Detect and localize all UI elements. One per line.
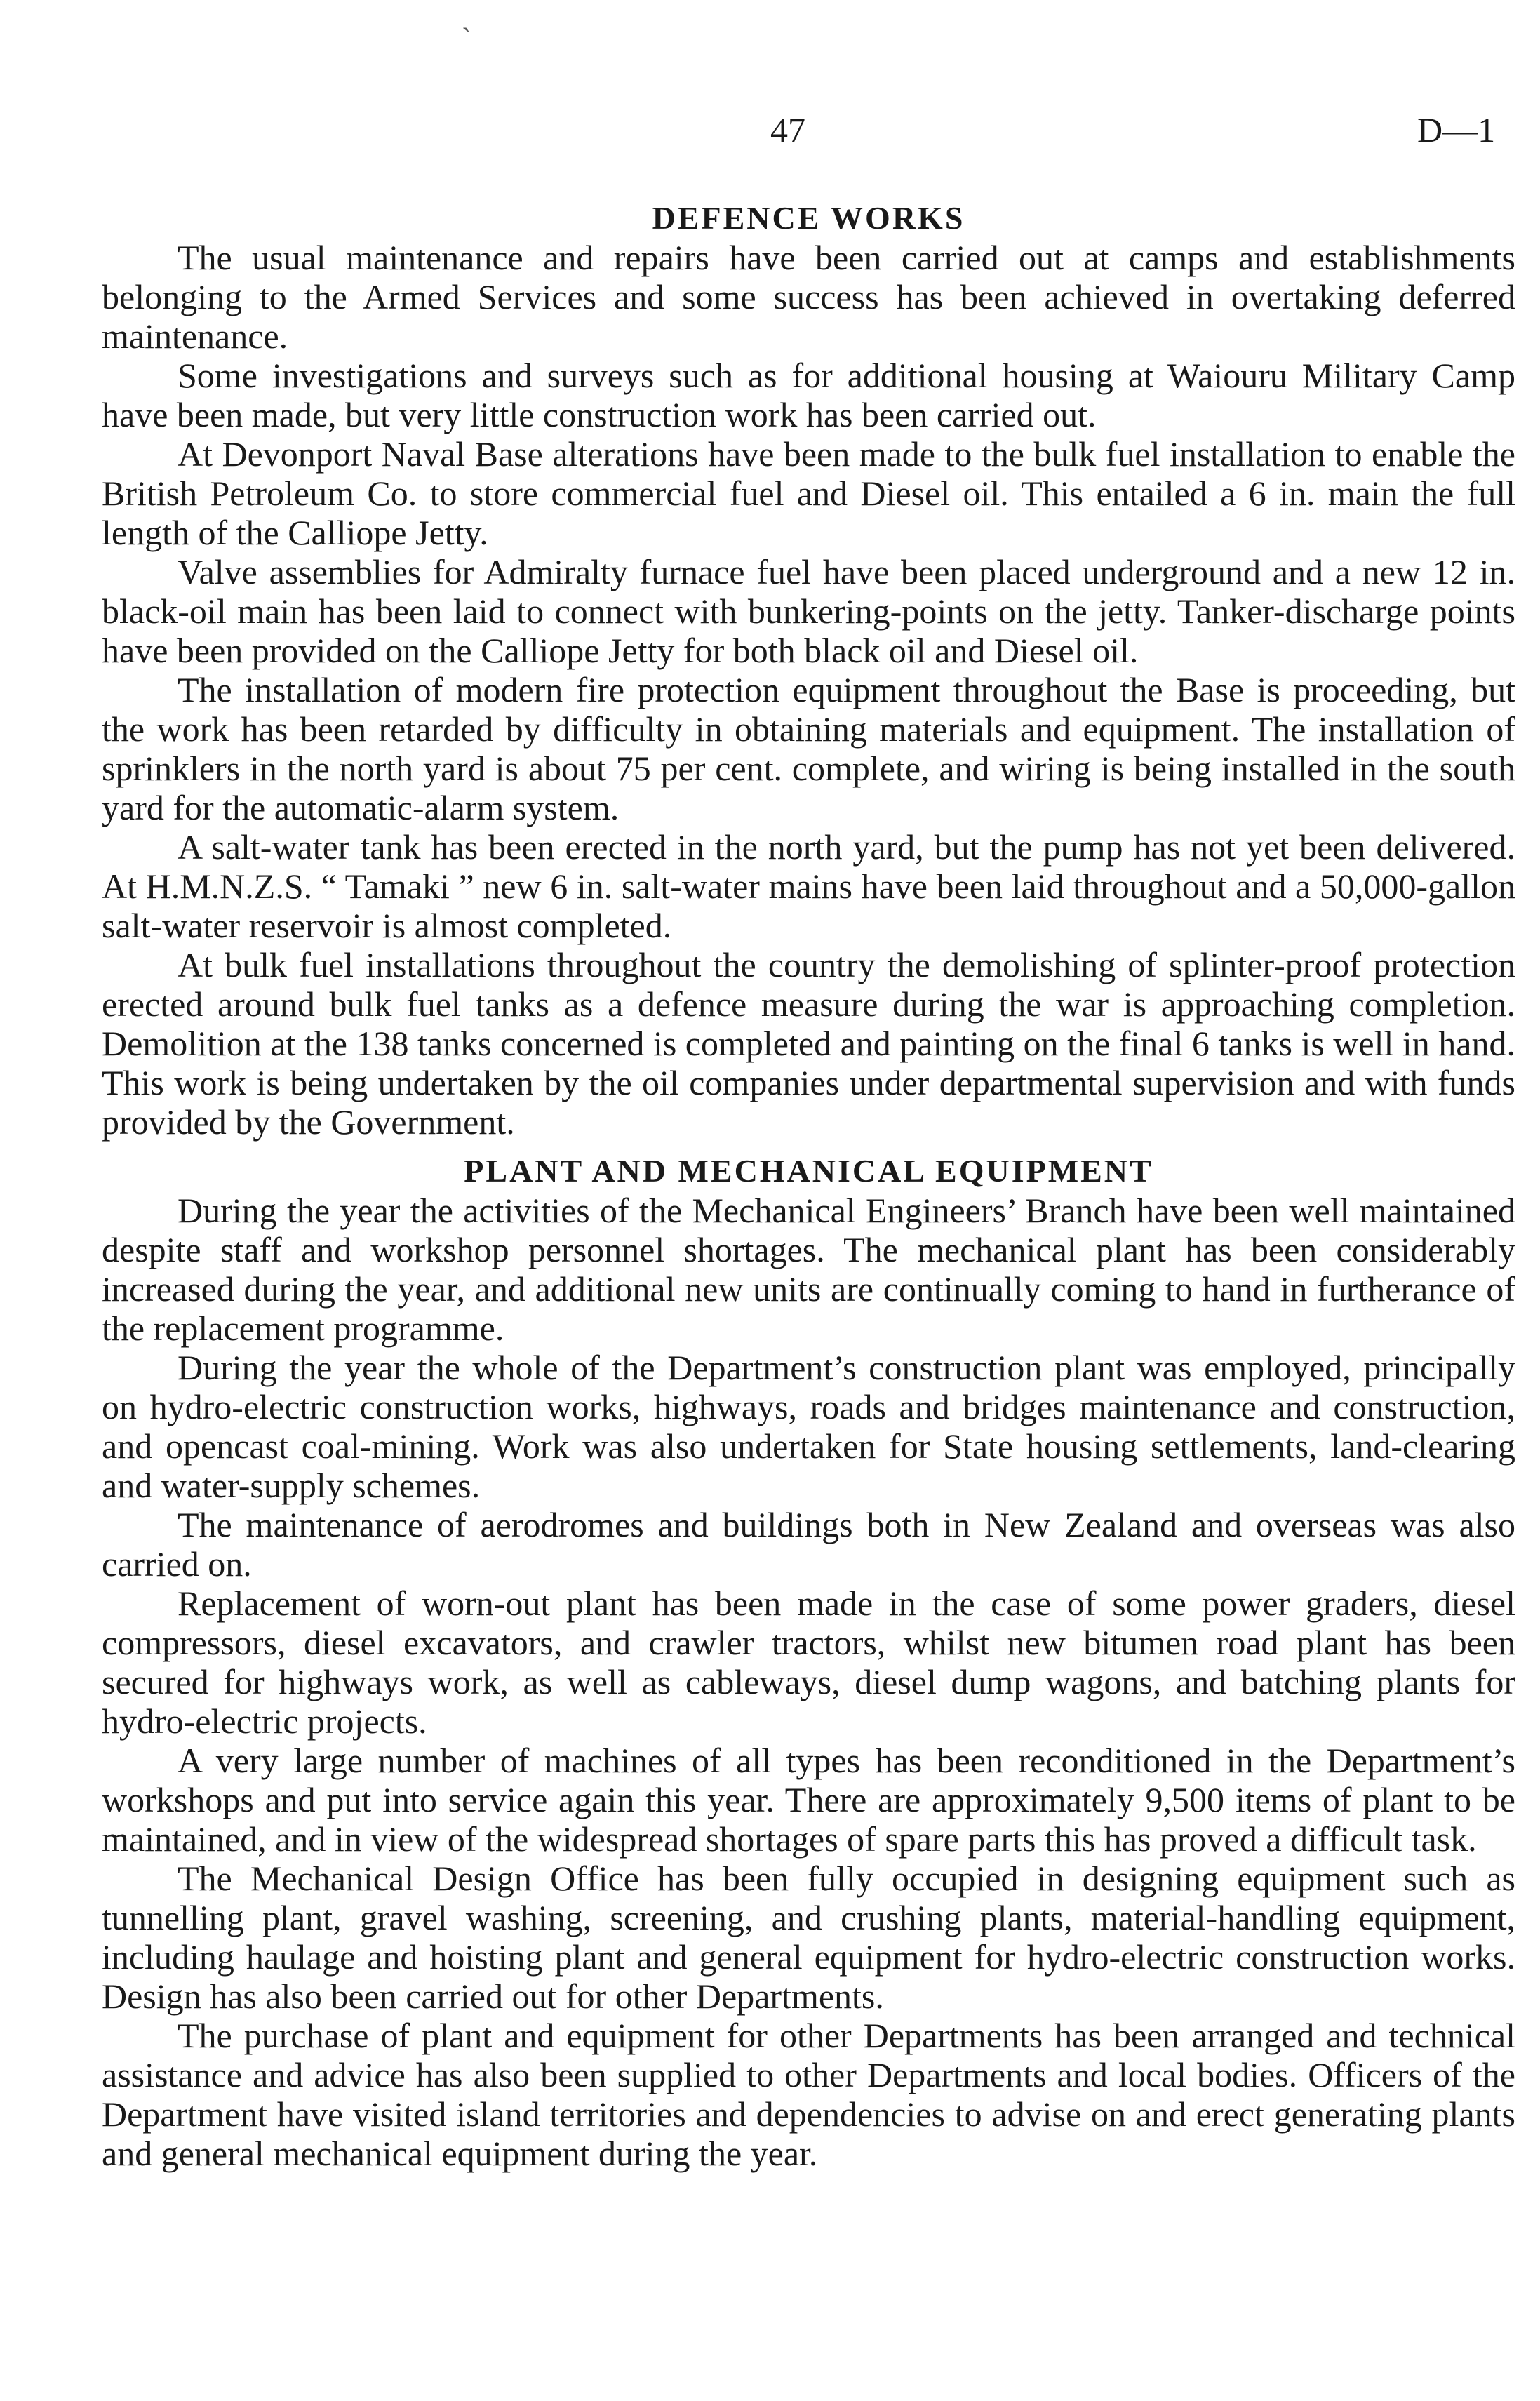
section-heading-defence-works: DEFENCE WORKS bbox=[652, 200, 965, 236]
section-heading-plant-and-mechanical-equipment: PLANT AND MECHANICAL EQUIPMENT bbox=[464, 1153, 1153, 1189]
paragraph: At bulk fuel installations throughout the country the demolishing of splinter-proof protection erected around bulk fuel tanks as a defence measure during the war is approaching completion. Demolition at the 138 tanks concerned is completed and painting on the final 6 tanks is well in hand. This work is being undertaken by the oil companies under departmental supervision and with funds provided by the Government. bbox=[102, 945, 1515, 1142]
paragraph: The usual maintenance and repairs have been carried out at camps and establishments belonging to the Armed Services and some success has been achieved in overtaking deferred maintenance. bbox=[102, 238, 1515, 356]
paragraph: Replacement of worn-out plant has been made in the case of some power graders, diesel compressors, diesel excavators, and crawler tractors, whilst new bitumen road plant has been secured for highways work, as well as cableways, diesel dump wagons, and batching plants for hydro-electric projects. bbox=[102, 1584, 1515, 1741]
paragraph: At Devonport Naval Base alterations have been made to the bulk fuel installation to enable the British Petroleum Co. to store commercial fuel and Diesel oil. This entailed a 6 in. main the full length of the Calliope Jetty. bbox=[102, 434, 1515, 552]
paragraph: The installation of modern fire protection equipment throughout the Base is proceeding, but the work has been retarded by difficulty in obtaining materials and equipment. The installation of sprinklers in the north yard is about 75 per cent. complete, and wiring is being installed in the south yard for the automatic-alarm system. bbox=[102, 670, 1515, 827]
paragraph: The purchase of plant and equipment for other Departments has been arranged and technical assistance and advice has also been supplied to other Departments and local bodies. Officers of the Department have visited island territories and dependencies to advise on and erect generating plants and general mechanical equipment during the year. bbox=[102, 2016, 1515, 2173]
paragraph: A salt-water tank has been erected in the north yard, but the pump has not yet been delivered. At H.M.N.Z.S. “ Tamaki ” new 6 in. salt-water mains have been laid throughout and a 50,000-gallon salt-water reservoir is almost completed. bbox=[102, 827, 1515, 945]
paragraph: During the year the activities of the Mechanical Engineers’ Branch have been well maintained despite staff and workshop personnel shortages. The mechanical plant has been considerably increased during the year, and additional new units are continually coming to hand in furtherance of the replacement programme. bbox=[102, 1191, 1515, 1348]
paragraph: During the year the whole of the Department’s construction plant was employed, principally on hydro-electric construction works, highways, roads and bridges maintenance and construction, and opencast coal-mining. Work was also undertaken for State housing settlements, land-clearing and water-supply schemes. bbox=[102, 1348, 1515, 1505]
page-number: 47 bbox=[770, 110, 805, 149]
paragraph: Some investigations and surveys such as for additional housing at Waiouru Military Camp have been made, but very little construction work has been carried out. bbox=[102, 356, 1515, 434]
paragraph: Valve assemblies for Admiralty furnace fuel have been placed underground and a new 12 in. black-oil main has been laid to connect with bunkering-points on the jetty. Tanker-discharge points have been provided on the Calliope Jetty for both black oil and Diesel oil. bbox=[102, 552, 1515, 670]
stray-ink-mark: ˏ bbox=[462, 1, 471, 32]
paragraph: The Mechanical Design Office has been fully occupied in designing equipment such as tunnelling plant, gravel washing, screening, and crushing plants, material-handling equipment, including haulage and hoisting plant and general equipment for hydro-electric construction works. Design has also been carried out for other Departments. bbox=[102, 1859, 1515, 2016]
paragraph: A very large number of machines of all types has been reconditioned in the Department’s workshops and put into service again this year. There are approximately 9,500 items of plant to be maintained, and in view of the widespread shortages of spare parts this has proved a difficult task. bbox=[102, 1741, 1515, 1859]
paragraph: The maintenance of aerodromes and buildings both in New Zealand and overseas was also carried on. bbox=[102, 1505, 1515, 1584]
document-code: D—1 bbox=[1417, 110, 1496, 149]
page-content bbox=[102, 199, 1515, 2173]
